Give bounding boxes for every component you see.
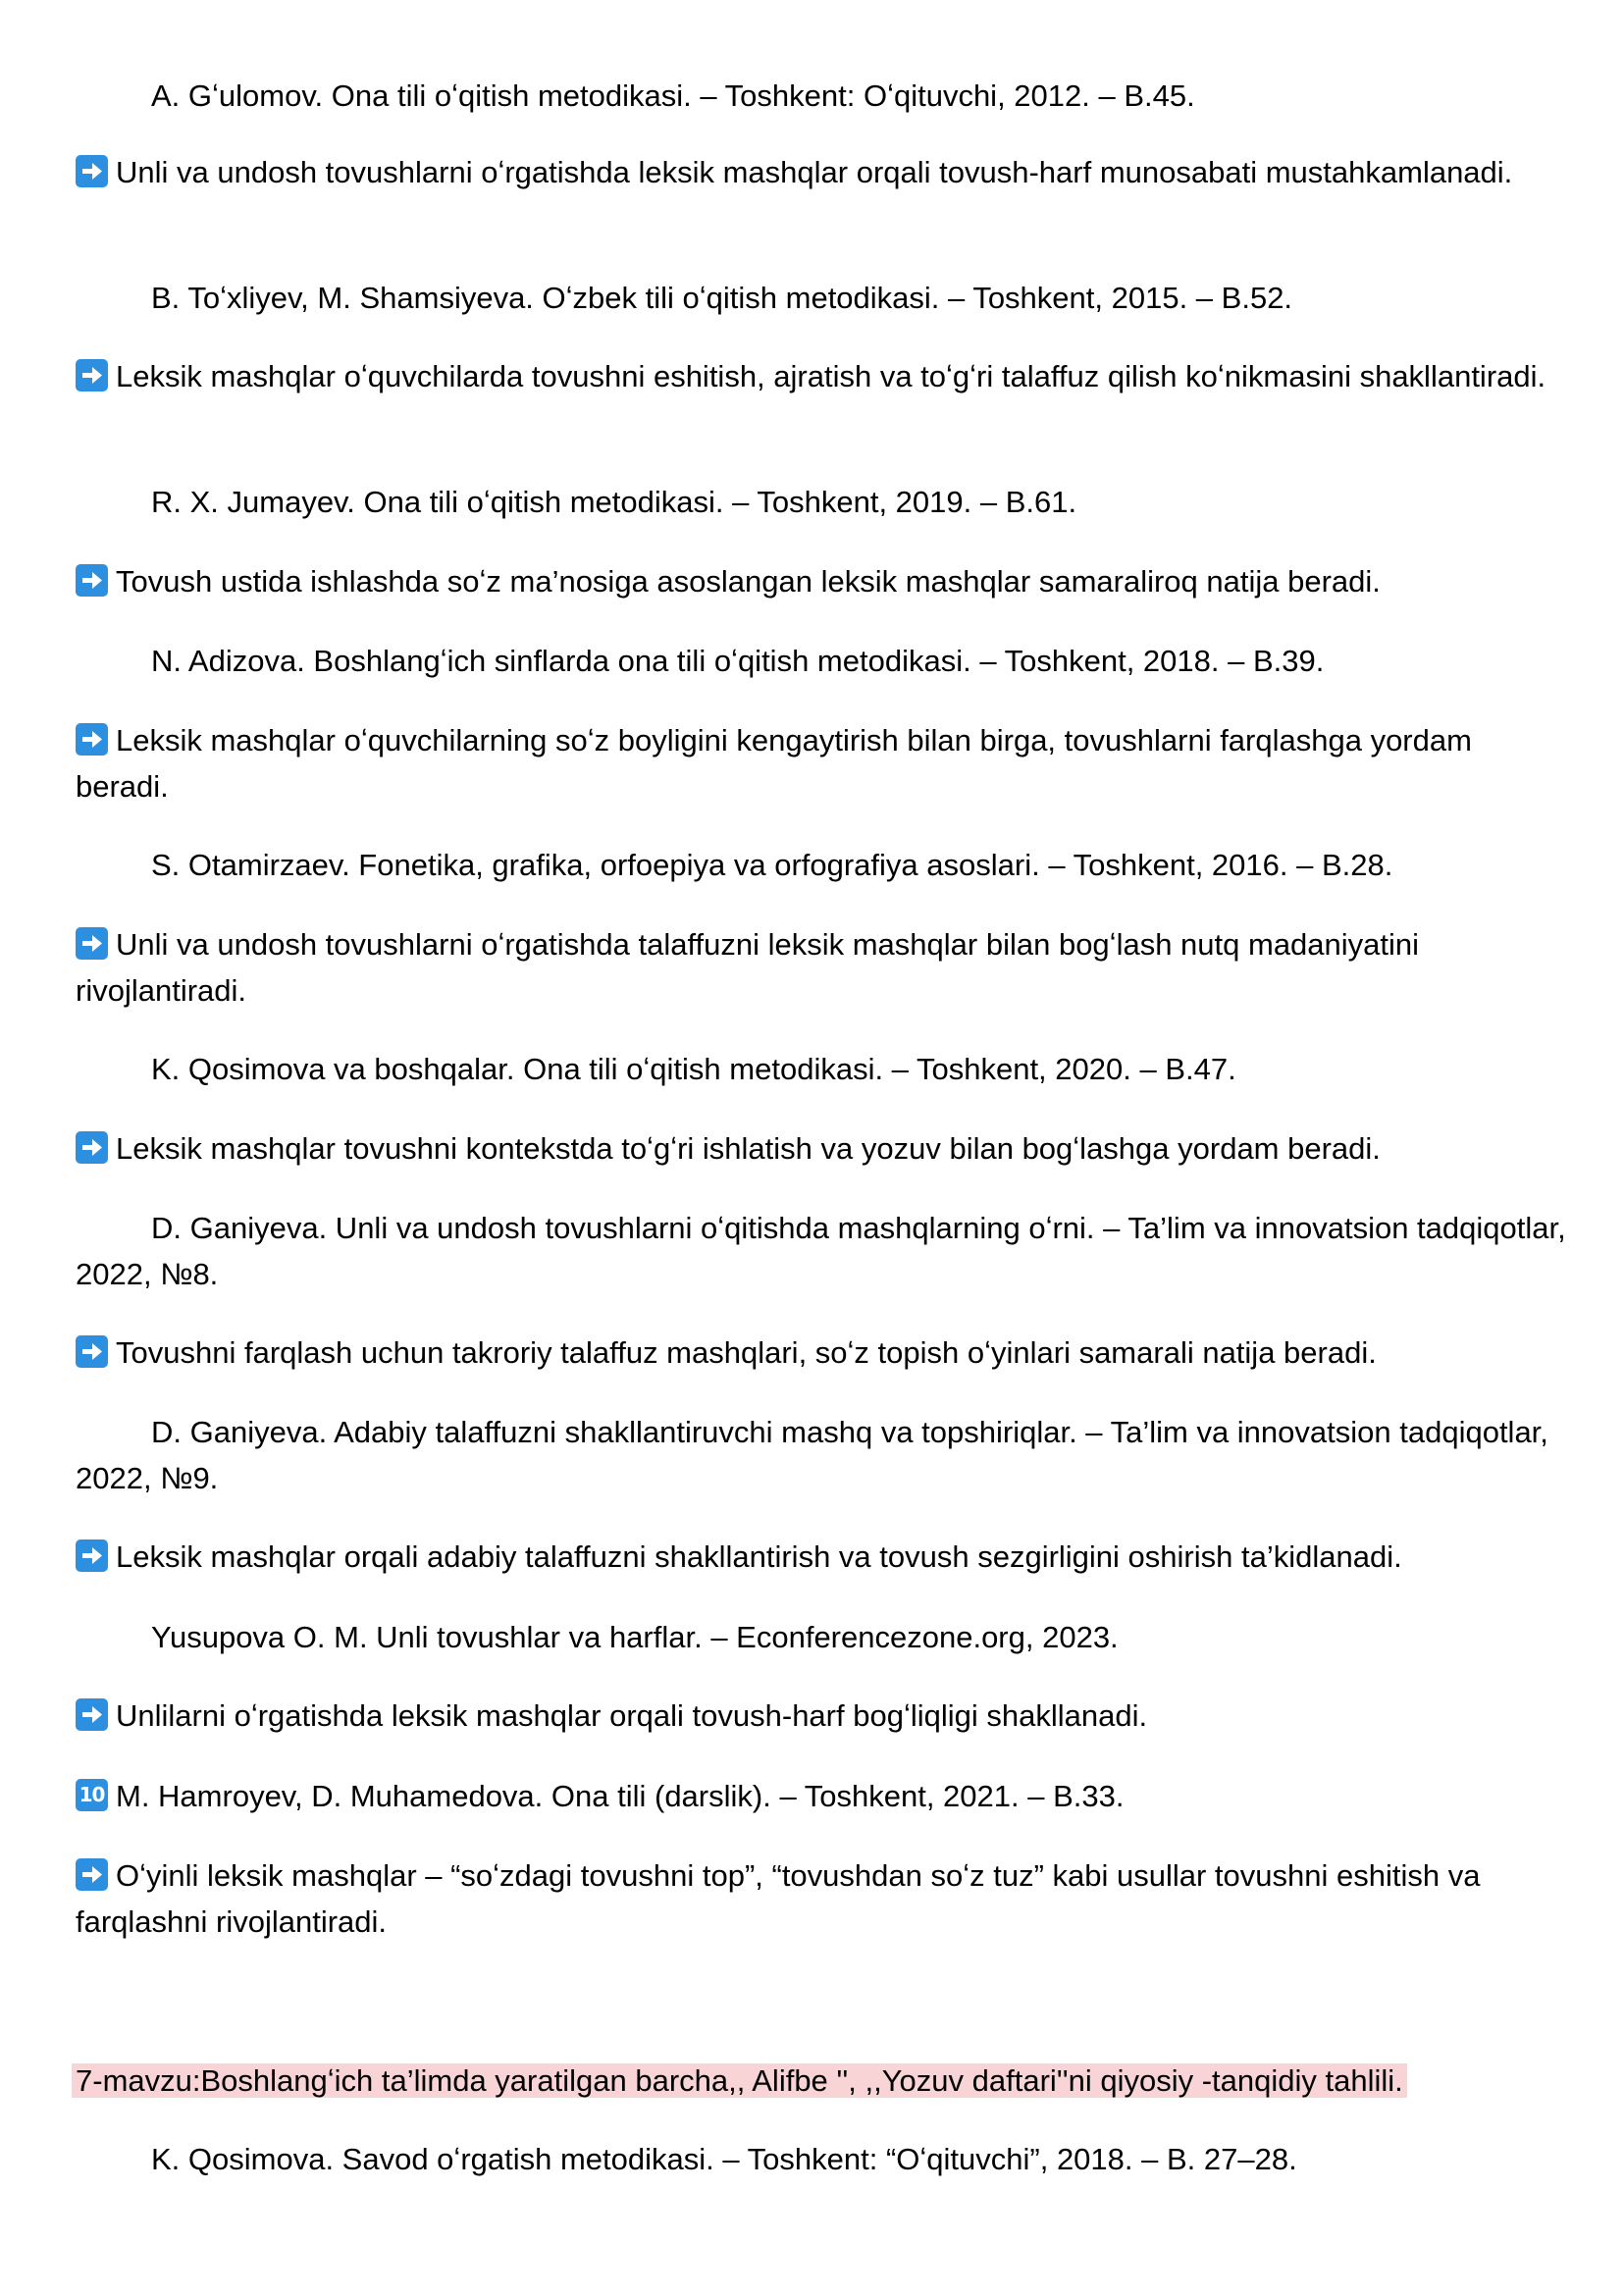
note-entry: Tovushni farqlash uchun takroriy talaffuz mashqlari, soʻz topish oʻyinlari samarali natija beradi. [76,1330,1572,1376]
note-entry: Leksik mashqlar oʻquvchilarning soʻz boyligini kengaytirish bilan birga, tovushlarni farqlashga yordam beradi. [76,723,1472,804]
arrow-right-icon [76,1858,108,1891]
topic-heading-highlight: 7-mavzu:Boshlangʻich ta’limda yaratilgan barcha,, Alifbe '', ,,Yozuv daftari''ni qiyosiy -tanqidiy tahlili. [72,2063,1407,2098]
reference-entry: N. Adizova. Boshlangʻich sinflarda ona tili oʻqitish metodikasi. – Toshkent, 2018. – B.39. [151,644,1325,678]
arrow-right-icon [76,927,108,960]
note-entry: Unli va undosh tovushlarni oʻrgatishda talaffuzni leksik mashqlar bilan bogʻlash nutq madaniyatini rivojlantiradi. [76,927,1420,1008]
note-entry: 10 M. Hamroyev, D. Muhamedova. Ona tili (darslik). – Toshkent, 2021. – B.33. [76,1773,1572,1819]
arrow-right-icon [76,564,108,597]
reference-entry: D. Ganiyeva. Unli va undosh tovushlarni oʻqitishda mashqlarning oʻrni. – Ta’lim va innovatsion tadqiqotlar, 2022, №8. [76,1211,1566,1291]
keycap-ten-icon: 10 [76,1779,108,1811]
arrow-right-icon [76,723,108,756]
note-entry: Leksik mashqlar oʻquvchilarda tovushni eshitish, ajratish va toʻgʻri talaffuz qilish koʻnikmasini shakllantiradi. [76,353,1572,399]
note-entry: Leksik mashqlar orqali adabiy talaffuzni shakllantirish va tovush sezgirligini oshirish ta’kidlanadi. [76,1534,1572,1580]
note-entry: Leksik mashqlar tovushni kontekstda toʻgʻri ishlatish va yozuv bilan bogʻlashga yordam beradi. [76,1125,1572,1172]
arrow-right-icon [76,155,108,187]
arrow-right-icon [76,359,108,391]
reference-entry: S. Otamirzaev. Fonetika, grafika, orfoepiya va orfografiya asoslari. – Toshkent, 2016. – B.28. [151,848,1393,882]
reference-entry: K. Qosimova va boshqalar. Ona tili oʻqitish metodikasi. – Toshkent, 2020. – B.47. [151,1052,1236,1086]
note-entry: Unlilarni oʻrgatishda leksik mashqlar orqali tovush-harf bogʻliqligi shakllanadi. [76,1693,1572,1739]
reference-entry: R. X. Jumayev. Ona tili oʻqitish metodikasi. – Toshkent, 2019. – B.61. [151,485,1077,519]
note-entry: Oʻyinli leksik mashqlar – “soʻzdagi tovushni top”, “tovushdan soʻz tuz” kabi usullar tovushni eshitish va farqlashni rivojlantiradi. [76,1858,1481,1939]
reference-entry: B. Toʻxliyev, M. Shamsiyeva. Oʻzbek tili oʻqitish metodikasi. – Toshkent, 2015. – B.52. [151,281,1293,315]
note-entry: Tovush ustida ishlashda soʻz ma’nosiga asoslangan leksik mashqlar samaraliroq natija beradi. [76,558,1572,604]
reference-entry: D. Ganiyeva. Adabiy talaffuzni shakllantiruvchi mashq va topshiriqlar. – Ta’lim va innovatsion tadqiqotlar, 2022, №9. [76,1415,1548,1495]
note-entry: Unli va undosh tovushlarni oʻrgatishda leksik mashqlar orqali tovush-harf munosabati mustahkamlanadi. [76,149,1572,195]
arrow-right-icon [76,1539,108,1572]
reference-entry: A. Gʻulomov. Ona tili oʻqitish metodikasi. – Toshkent: Oʻqituvchi, 2012. – B.45. [151,78,1195,113]
arrow-right-icon [76,1335,108,1368]
arrow-right-icon [76,1698,108,1731]
arrow-right-icon [76,1131,108,1164]
reference-entry: K. Qosimova. Savod oʻrgatish metodikasi. – Toshkent: “Oʻqituvchi”, 2018. – B. 27–28. [151,2142,1297,2176]
topic-heading [76,2058,1572,2104]
reference-entry: Yusupova O. M. Unli tovushlar va harflar. – Econferencezone.org, 2023. [151,1620,1119,1654]
